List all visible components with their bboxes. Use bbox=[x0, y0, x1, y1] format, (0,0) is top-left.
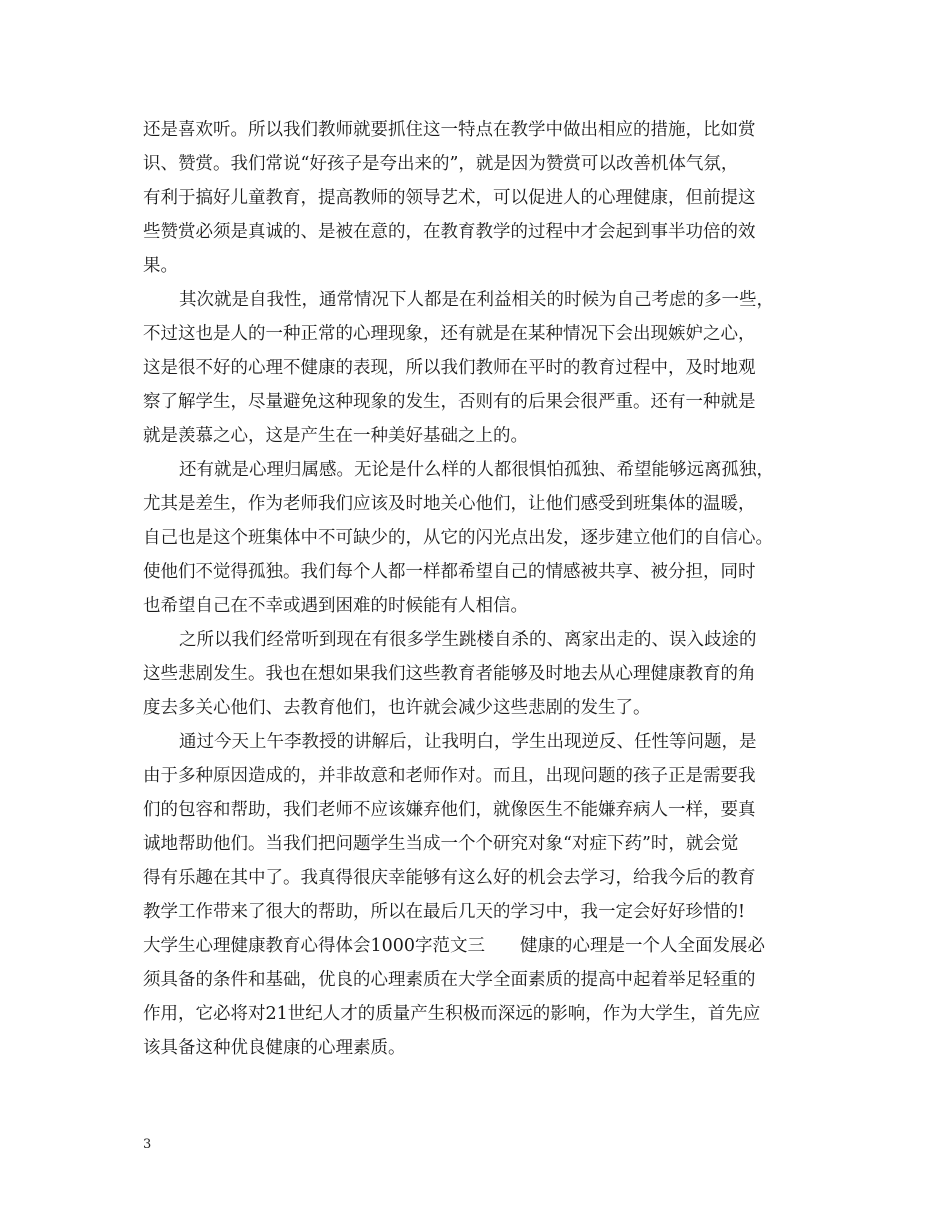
text-line: 察了解学生，尽量避免这种现象的发生，否则有的后果会很严重。还有一种就是 bbox=[143, 392, 756, 412]
text-line: 得有乐趣在其中了。我真得很庆幸能够有这么好的机会去学习，给我今后的教育 bbox=[143, 868, 756, 888]
text-line: 通过今天上午李教授的讲解后，让我明白，学生出现逆反、任性等问题，是 bbox=[179, 732, 757, 752]
text-line: 使他们不觉得孤独。我们每个人都一样都希望自己的情感被共享、被分担，同时 bbox=[143, 562, 756, 582]
text-line: 尤其是差生，作为老师我们应该及时地关心他们，让他们感受到班集体的温暖， bbox=[143, 494, 756, 514]
text-line: 们的包容和帮助，我们老师不应该嫌弃他们，就像医生不能嫌弃病人一样，要真 bbox=[143, 800, 756, 820]
text-line: 须具备的条件和基础，优良的心理素质在大学全面素质的提高中起着举足轻重的 bbox=[143, 970, 756, 990]
text-line: 之所以我们经常听到现在有很多学生跳楼自杀的、离家出走的、误入歧途的 bbox=[179, 630, 757, 650]
text-line: 教学工作带来了很大的帮助，所以在最后几天的学习中，我一定会好好珍惜的! bbox=[143, 902, 746, 922]
text-line: 该具备这种优良健康的心理素质。 bbox=[143, 1038, 406, 1058]
text-line: 有利于搞好儿童教育，提高教师的领导艺术，可以促进人的心理健康，但前提这 bbox=[143, 188, 756, 208]
text-line: 诚地帮助他们。当我们把问题学生当成一个个研究对象“对症下药”时，就会觉 bbox=[143, 834, 739, 854]
text-line: 还有就是心理归属感。无论是什么样的人都很惧怕孤独、希望能够远离孤独， bbox=[179, 460, 774, 480]
text-line: 度去多关心他们、去教育他们，也许就会减少这些悲剧的发生了。 bbox=[143, 698, 651, 718]
text-line: 大学生心理健康教育心得体会1000字范文三 健康的心理是一个人全面发展必 bbox=[143, 936, 766, 956]
text-line: 这是很不好的心理不健康的表现，所以我们教师在平时的教育过程中，及时地观 bbox=[143, 358, 756, 378]
text-line: 些赞赏必须是真诚的、是被在意的，在教育教学的过程中才会起到事半功倍的效 bbox=[143, 222, 756, 242]
text-line: 就是羡慕之心，这是产生在一种美好基础之上的。 bbox=[143, 426, 528, 446]
text-line: 识、赞赏。我们常说“好孩子是夸出来的”，就是因为赞赏可以改善机体气氛， bbox=[143, 154, 739, 174]
text-line: 由于多种原因造成的，并非故意和老师作对。而且，出现问题的孩子正是需要我 bbox=[143, 766, 756, 786]
text-line: 自己也是这个班集体中不可缺少的，从它的闪光点出发，逐步建立他们的自信心。 bbox=[143, 528, 773, 548]
text-line: 不过这也是人的一种正常的心理现象，还有就是在某种情况下会出现嫉妒之心， bbox=[143, 324, 756, 344]
text-line: 也希望自己在不幸或遇到困难的时候能有人相信。 bbox=[143, 596, 528, 616]
text-line: 这些悲剧发生。我也在想如果我们这些教育者能够及时地去从心理健康教育的角 bbox=[143, 664, 756, 684]
text-line: 还是喜欢听。所以我们教师就要抓住这一特点在教学中做出相应的措施，比如赏 bbox=[143, 120, 756, 140]
page-number: 3 bbox=[143, 1137, 152, 1152]
text-line: 作用，它必将对21世纪人才的质量产生积极而深远的影响，作为大学生，首先应 bbox=[143, 1004, 761, 1024]
text-line: 其次就是自我性，通常情况下人都是在利益相关的时候为自己考虑的多一些， bbox=[179, 290, 774, 310]
body-text bbox=[143, 113, 823, 1065]
text-line: 果。 bbox=[143, 256, 178, 276]
